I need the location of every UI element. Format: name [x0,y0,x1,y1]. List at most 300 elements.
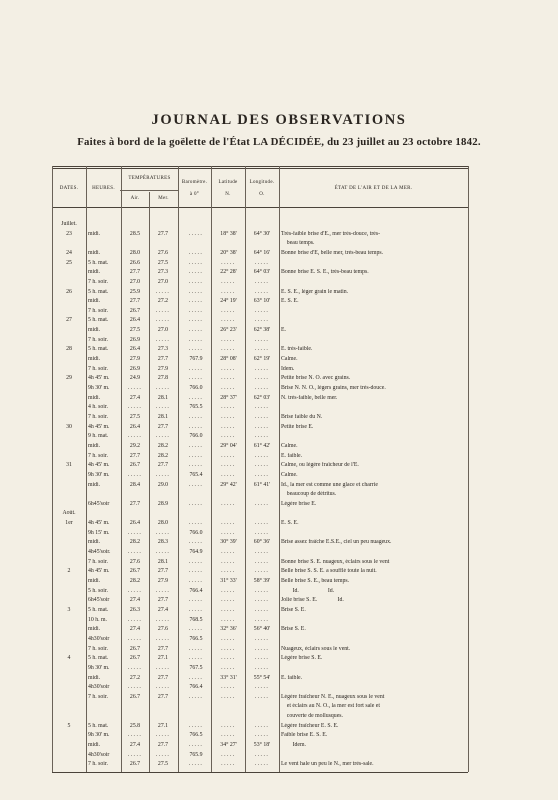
cell-hour: 7 h. soir. [88,413,108,420]
cell-weather-state: Id., la mer est comme une glace et charrie [281,481,378,488]
cell-air-temp: ..... [127,732,143,739]
cell-air-temp: 27.7 [129,269,141,276]
cell-date: 24 [66,249,72,256]
table-row [0,501,558,508]
table-row [0,684,558,691]
cell-weather-state: E. S. E. [281,298,299,305]
cell-weather-state: N. très-faible, belle mer. [281,394,338,401]
cell-hour: 4h 45' m. [88,423,110,430]
cell-hour: midi. [88,442,101,449]
table-row [0,752,558,759]
cell-air-temp: ..... [127,635,143,642]
cell-longitude: ..... [254,278,270,285]
cell-longitude: ..... [254,558,270,565]
table-row [0,675,558,682]
cell-air-temp: 26.7 [129,693,141,700]
table-row [0,260,558,267]
cell-sea-temp: 27.7 [157,597,169,604]
cell-air-temp: ..... [127,385,143,392]
cell-sea-temp: ..... [155,385,171,392]
cell-weather-state: E. [281,327,286,334]
cell-air-temp: 26.7 [129,307,141,314]
cell-hour: 10 h. m. [88,616,108,623]
cell-weather-state: Faible brise E. S. E. [281,732,328,739]
cell-sea-temp: 27.7 [157,742,169,749]
cell-date: Juillet. [61,221,77,227]
cell-longitude: ..... [254,751,270,758]
cell-air-temp: 26.6 [129,259,141,266]
cell-sea-temp: ..... [155,664,171,671]
cell-hour: 5 h. mat. [88,655,109,662]
cell-latitude: 28° 37' [220,394,237,401]
cell-air-temp: ..... [127,471,143,478]
cell-air-temp: ..... [127,616,143,623]
cell-hour: 4h30'soir [88,751,110,758]
cell-barometer: ..... [188,269,204,276]
table-row [0,732,558,739]
cell-longitude: ..... [254,500,270,507]
cell-weather-state: Brise faible du N. [281,413,323,420]
cell-sea-temp: 28.1 [157,413,169,420]
cell-latitude: 26° 23' [220,327,237,334]
table-row [0,510,558,517]
cell-hour: 4h 45' m. [88,375,110,382]
cell-sea-temp: 27.7 [157,230,169,237]
cell-hour: midi. [88,298,101,305]
cell-hour: midi. [88,539,101,546]
cell-longitude: ..... [254,635,270,642]
cell-longitude: ..... [254,288,270,295]
table-row [0,424,558,431]
table-row [0,549,558,556]
cell-air-temp: ..... [127,751,143,758]
table-row [0,597,558,604]
table-row [0,588,558,595]
cell-hour: 5 h. mat. [88,259,109,266]
table-row [0,414,558,421]
cell-sea-temp: 28.3 [157,539,169,546]
header-heures: HEURES. [92,186,115,191]
cell-sea-temp: ..... [155,471,171,478]
cell-hour: 7 h. soir. [88,336,108,343]
cell-longitude: 61° 41' [253,481,271,488]
cell-barometer: ..... [188,655,204,662]
table-row [0,221,558,228]
cell-sea-temp: 27.7 [157,693,169,700]
cell-hour: 4h30'soir [88,684,110,691]
cell-longitude: ..... [254,385,270,392]
cell-latitude: ..... [221,587,236,594]
cell-barometer: ..... [188,462,204,469]
cell-hour: midi. [88,394,101,401]
cell-latitude: ..... [221,452,236,459]
cell-air-temp: ..... [127,404,143,411]
cell-longitude: 64° 30' [253,230,271,237]
cell-hour: 7 h. soir. [88,558,108,565]
header-etat: ÉTAT DE L'AIR ET DE LA MER. [334,186,413,191]
cell-barometer: ..... [188,259,204,266]
table-row [0,520,558,527]
cell-longitude: 62° 03' [253,394,271,401]
table-row [0,539,558,546]
cell-weather-state: Belle brise S. E., beau temps. [281,578,350,585]
header-mer: Mer. [158,196,169,201]
cell-hour: 9h 15' m. [88,529,110,536]
cell-sea-temp: ..... [155,288,171,295]
cell-weather-state: Id. Id. [281,587,335,594]
cell-latitude: 18° 38' [220,230,237,237]
cell-air-temp: 27.4 [129,394,141,401]
cell-sea-temp: ..... [155,336,171,343]
cell-barometer: 765.5 [189,404,203,411]
cell-barometer: 766.0 [189,529,203,536]
cell-longitude: ..... [254,587,270,594]
cell-weather-state: Calme. [281,442,298,449]
header-barometre-zero: à 0° [189,192,200,197]
table-row [0,404,558,411]
cell-sea-temp: 28.1 [157,558,169,565]
cell-hour: 6h45'soir [88,500,110,507]
cell-barometer: ..... [188,423,204,430]
cell-weather-state: Légère brise S. E. [281,655,323,662]
cell-weather-state: Calme. [281,356,298,363]
cell-longitude: ..... [254,471,270,478]
cell-barometer: ..... [188,394,204,401]
cell-hour: midi. [88,578,101,585]
cell-weather-state: Idem. [281,742,306,749]
cell-air-temp: 27.2 [129,674,141,681]
cell-longitude: 64° 03' [253,269,271,276]
table-row [0,308,558,315]
cell-longitude: 62° 38' [253,327,271,334]
cell-sea-temp: ..... [155,635,171,642]
cell-weather-state: E. faible. [281,452,303,459]
cell-weather-state: beau temps. [281,240,315,247]
header-barometre: Baromètre. [181,180,208,185]
cell-latitude: ..... [221,471,236,478]
cell-latitude: ..... [221,645,236,652]
cell-weather-state: Calme, ou légère fraîcheur de l'E. [281,462,359,469]
cell-air-temp: ..... [127,664,143,671]
cell-longitude: 60° 36' [253,539,271,546]
cell-sea-temp: 27.2 [157,298,169,305]
cell-air-temp: 28.4 [129,481,141,488]
table-header-rule [52,207,468,208]
cell-latitude: ..... [221,684,236,691]
cell-date: 31 [66,462,72,469]
cell-air-temp: ..... [127,684,143,691]
cell-hour: 7 h. soir. [88,365,108,372]
cell-barometer: ..... [188,346,204,353]
cell-date: Août. [62,510,76,517]
cell-sea-temp: 27.5 [157,259,169,266]
cell-latitude: ..... [221,761,236,768]
cell-weather-state: Légère brise E. [281,500,317,507]
cell-latitude: ..... [221,732,236,739]
cell-latitude: ..... [221,413,236,420]
cell-barometer: ..... [188,558,204,565]
table-row [0,530,558,537]
table-row [0,559,558,566]
cell-barometer: ..... [188,645,204,652]
cell-longitude: ..... [254,317,270,324]
cell-longitude: ..... [254,645,270,652]
cell-hour: 9h 30' m. [88,471,110,478]
cell-barometer: 765.4 [189,471,203,478]
cell-latitude: ..... [221,500,236,507]
cell-longitude: 61° 42' [253,442,271,449]
cell-barometer: ..... [188,626,204,633]
cell-air-temp: 27.4 [129,626,141,633]
cell-latitude: 32° 36' [220,626,237,633]
cell-air-temp: 26.7 [129,655,141,662]
table-row [0,366,558,373]
cell-latitude: ..... [221,288,236,295]
cell-hour: midi. [88,230,101,237]
cell-longitude: ..... [254,259,270,266]
cell-date: 28 [66,346,72,353]
table-row [0,337,558,344]
cell-latitude: ..... [221,568,236,575]
header-air: Air. [130,196,140,201]
table-row [0,568,558,575]
cell-barometer: ..... [188,722,204,729]
header-latitude-unit: N. [225,192,231,197]
cell-longitude: 63° 10' [253,298,271,305]
cell-longitude: ..... [254,307,270,314]
cell-longitude: ..... [254,568,270,575]
table-row [0,453,558,460]
cell-latitude: 33° 31' [220,674,237,681]
cell-weather-state: Brise S. E. [281,626,306,633]
cell-sea-temp: ..... [155,732,171,739]
cell-longitude: ..... [254,520,270,527]
cell-latitude: 28° 08' [220,356,237,363]
cell-longitude: ..... [254,597,270,604]
cell-date: 25 [66,259,72,266]
cell-latitude: ..... [221,375,236,382]
cell-air-temp: 27.7 [129,500,141,507]
cell-air-temp: 27.4 [129,742,141,749]
table-row [0,356,558,363]
cell-weather-state: Le vent hale un peu le N., mer très-sale. [281,761,374,768]
cell-barometer: ..... [188,452,204,459]
cell-weather-state: Idem. [281,365,295,372]
cell-latitude: ..... [221,346,236,353]
cell-latitude: ..... [221,278,236,285]
cell-hour: 5 h. mat. [88,346,109,353]
cell-hour: midi. [88,742,101,749]
cell-longitude: 56° 40' [253,626,271,633]
header-latitude: Latitude [218,180,238,185]
cell-air-temp: 26.7 [129,462,141,469]
cell-sea-temp: ..... [155,307,171,314]
cell-longitude: ..... [254,404,270,411]
table-row [0,703,558,710]
cell-hour: midi. [88,626,101,633]
cell-weather-state: Très-faible brise d'E., mer très-douce, très- [281,230,381,237]
cell-hour: 7 h. soir. [88,761,108,768]
cell-latitude: 30° 39' [220,539,237,546]
cell-sea-temp: 27.0 [157,327,169,334]
cell-air-temp: 27.0 [129,278,141,285]
table-top-rule-double [52,168,468,169]
table-row [0,482,558,489]
cell-air-temp: 28.2 [129,578,141,585]
cell-barometer: 766.0 [189,385,203,392]
cell-latitude: 22° 28' [220,269,237,276]
cell-barometer: ..... [188,481,204,488]
cell-hour: 5 h. mat. [88,288,109,295]
cell-barometer: ..... [188,317,204,324]
cell-air-temp: 26.9 [129,365,141,372]
cell-air-temp: 26.9 [129,336,141,343]
table-row [0,346,558,353]
cell-barometer: ..... [188,761,204,768]
cell-sea-temp: 27.7 [157,356,169,363]
cell-barometer: ..... [188,288,204,295]
cell-date: 1er [65,520,73,527]
cell-hour: 9 h. mat. [88,433,109,440]
cell-latitude: 31° 33' [220,578,237,585]
cell-hour: 9h 30' m. [88,664,110,671]
table-row [0,607,558,614]
table-row [0,665,558,672]
table-row [0,327,558,334]
cell-longitude: ..... [254,529,270,536]
cell-air-temp: 26.4 [129,317,141,324]
cell-barometer: 767.5 [189,664,203,671]
cell-date: 4 [67,655,71,662]
table-top-rule [52,166,468,167]
cell-weather-state: Bonne brise d'E, belle mer, très-beau temps. [281,249,384,256]
cell-weather-state: E. S. E. [281,520,299,527]
cell-weather-state: Petite brise N. O. avec grains. [281,375,351,382]
cell-sea-temp: ..... [155,317,171,324]
cell-hour: midi. [88,327,101,334]
cell-sea-temp: ..... [155,616,171,623]
cell-hour: 5 h. soir. [88,587,108,594]
cell-longitude: 62° 19' [253,356,271,363]
cell-weather-state: E. S. E., léger grain le matin. [281,288,349,295]
cell-sea-temp: 27.9 [157,365,169,372]
cell-barometer: ..... [188,674,204,681]
cell-barometer: ..... [188,278,204,285]
table-row [0,462,558,469]
table-row [0,240,558,247]
cell-barometer: ..... [188,336,204,343]
table-row [0,694,558,701]
cell-longitude: ..... [254,606,270,613]
cell-hour: midi. [88,249,101,256]
cell-hour: 5 h. mat. [88,722,109,729]
page-title: JOURNAL DES OBSERVATIONS [151,112,407,128]
table-row [0,433,558,440]
cell-hour: midi. [88,269,101,276]
cell-barometer: ..... [188,327,204,334]
cell-sea-temp: 27.3 [157,346,169,353]
cell-sea-temp: 28.2 [157,452,169,459]
cell-barometer: ..... [188,693,204,700]
cell-weather-state: E. très-faible. [281,346,313,353]
cell-hour: 7 h. soir. [88,645,108,652]
cell-date: 30 [66,423,72,430]
cell-longitude: ..... [254,462,270,469]
table-row [0,395,558,402]
cell-sea-temp: ..... [155,529,171,536]
cell-latitude: ..... [221,336,236,343]
cell-hour: 7 h. soir. [88,452,108,459]
cell-weather-state: Nuageux, éclairs sous le vent. [281,645,351,652]
table-row [0,636,558,643]
cell-latitude: ..... [221,635,236,642]
cell-longitude: ..... [254,684,270,691]
cell-barometer: 766.5 [189,635,203,642]
cell-longitude: ..... [254,423,270,430]
cell-longitude: ..... [254,664,270,671]
cell-barometer: 766.0 [189,433,203,440]
cell-sea-temp: 27.0 [157,278,169,285]
cell-barometer: ..... [188,298,204,305]
cell-hour: 9h 30' m. [88,732,110,739]
cell-longitude: ..... [254,336,270,343]
cell-latitude: ..... [221,606,236,613]
cell-longitude: 64° 16' [253,249,271,256]
cell-latitude: ..... [221,317,236,324]
table-row [0,761,558,768]
cell-air-temp: 27.7 [129,452,141,459]
cell-hour: midi. [88,481,101,488]
cell-air-temp: 25.8 [129,722,141,729]
table-row [0,491,558,498]
table-row [0,742,558,749]
cell-longitude: ..... [254,722,270,729]
cell-sea-temp: 27.6 [157,249,169,256]
table-row [0,289,558,296]
cell-air-temp: ..... [127,433,143,440]
cell-air-temp: 26.3 [129,606,141,613]
cell-sea-temp: 27.5 [157,761,169,768]
cell-weather-state: Jolie brise S. E. Id. [281,597,344,604]
cell-barometer: ..... [188,742,204,749]
cell-sea-temp: 27.3 [157,269,169,276]
cell-air-temp: 29.2 [129,442,141,449]
cell-latitude: ..... [221,558,236,565]
cell-barometer: ..... [188,442,204,449]
cell-latitude: ..... [221,259,236,266]
cell-air-temp: 28.5 [129,230,141,237]
cell-latitude: ..... [221,664,236,671]
cell-sea-temp: 28.0 [157,520,169,527]
cell-sea-temp: 27.6 [157,626,169,633]
table-row [0,617,558,624]
cell-air-temp: 26.4 [129,346,141,353]
cell-weather-state: Calme. [281,471,298,478]
cell-sea-temp: 27.7 [157,674,169,681]
cell-longitude: ..... [254,761,270,768]
cell-sea-temp: 27.7 [157,645,169,652]
cell-air-temp: 27.5 [129,327,141,334]
cell-hour: 4h 45' m. [88,520,110,527]
cell-sea-temp: 27.7 [157,423,169,430]
cell-latitude: 29° 42' [220,481,237,488]
cell-date: 23 [66,230,72,237]
table-row [0,250,558,257]
cell-air-temp: 26.7 [129,761,141,768]
cell-latitude: ..... [221,597,236,604]
cell-barometer: 765.9 [189,751,203,758]
cell-latitude: ..... [221,529,236,536]
